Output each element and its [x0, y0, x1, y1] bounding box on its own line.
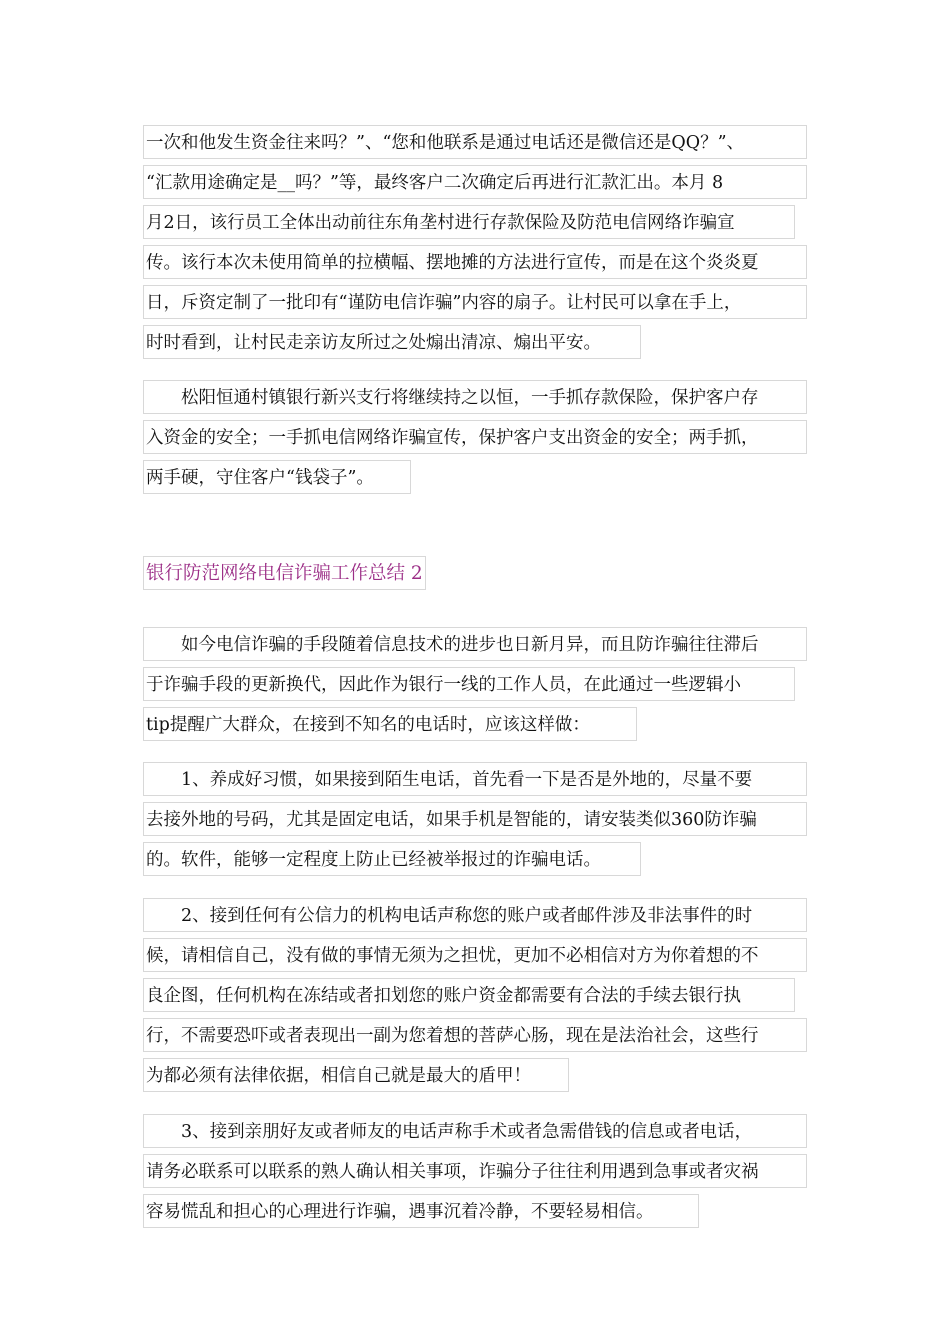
text-line: 行，不需要恐吓或者表现出一副为您着想的菩萨心肠，现在是法治社会，这些行: [143, 1018, 807, 1052]
text-line: 候，请相信自己，没有做的事情无须为之担忧，更加不必相信对方为你着想的不: [143, 938, 807, 972]
section-heading: 银行防范网络电信诈骗工作总结 2: [143, 556, 426, 590]
text-line: 良企图，任何机构在冻结或者扣划您的账户资金都需要有合法的手续去银行执: [143, 978, 795, 1012]
text-line: 容易慌乱和担心的心理进行诈骗，遇事沉着冷静，不要轻易相信。: [143, 1194, 699, 1228]
text-line: 3、接到亲朋好友或者师友的电话声称手术或者急需借钱的信息或者电话，: [143, 1114, 807, 1148]
text-line: 时时看到，让村民走亲访友所过之处煽出清凉、煽出平安。: [143, 325, 641, 359]
text-line: 2、接到任何有公信力的机构电话声称您的账户或者邮件涉及非法事件的时: [143, 898, 807, 932]
text-line: 请务必联系可以联系的熟人确认相关事项，诈骗分子往往利用遇到急事或者灾祸: [143, 1154, 807, 1188]
text-line: 松阳恒通村镇银行新兴支行将继续持之以恒，一手抓存款保险，保护客户存: [143, 380, 807, 414]
text-line: 入资金的安全；一手抓电信网络诈骗宣传，保护客户支出资金的安全；两手抓，: [143, 420, 807, 454]
text-line: 如今电信诈骗的手段随着信息技术的进步也日新月异，而且防诈骗往往滞后: [143, 627, 807, 661]
text-line: 1、养成好习惯，如果接到陌生电话，首先看一下是否是外地的，尽量不要: [143, 762, 807, 796]
text-line: 月2日，该行员工全体出动前往东角垄村进行存款保险及防范电信网络诈骗宣: [143, 205, 795, 239]
text-line: 日，斥资定制了一批印有“谨防电信诈骗”内容的扇子。让村民可以拿在手上，: [143, 285, 807, 319]
text-line: 于诈骗手段的更新换代，因此作为银行一线的工作人员，在此通过一些逻辑小: [143, 667, 795, 701]
text-line: 的。软件，能够一定程度上防止已经被举报过的诈骗电话。: [143, 842, 641, 876]
text-line: tip提醒广大群众，在接到不知名的电话时，应该这样做：: [143, 707, 637, 741]
text-line: “汇款用途确定是__吗？”等，最终客户二次确定后再进行汇款汇出。本月 8: [143, 165, 807, 199]
text-line: 去接外地的号码，尤其是固定电话，如果手机是智能的，请安装类似360防诈骗: [143, 802, 807, 836]
text-line: 一次和他发生资金往来吗？”、“您和他联系是通过电话还是微信还是QQ？”、: [143, 125, 807, 159]
text-line: 两手硬，守住客户“钱袋子”。: [143, 460, 411, 494]
text-line: 传。该行本次未使用简单的拉横幅、摆地摊的方法进行宣传，而是在这个炎炎夏: [143, 245, 807, 279]
text-line: 为都必须有法律依据，相信自己就是最大的盾甲！: [143, 1058, 569, 1092]
